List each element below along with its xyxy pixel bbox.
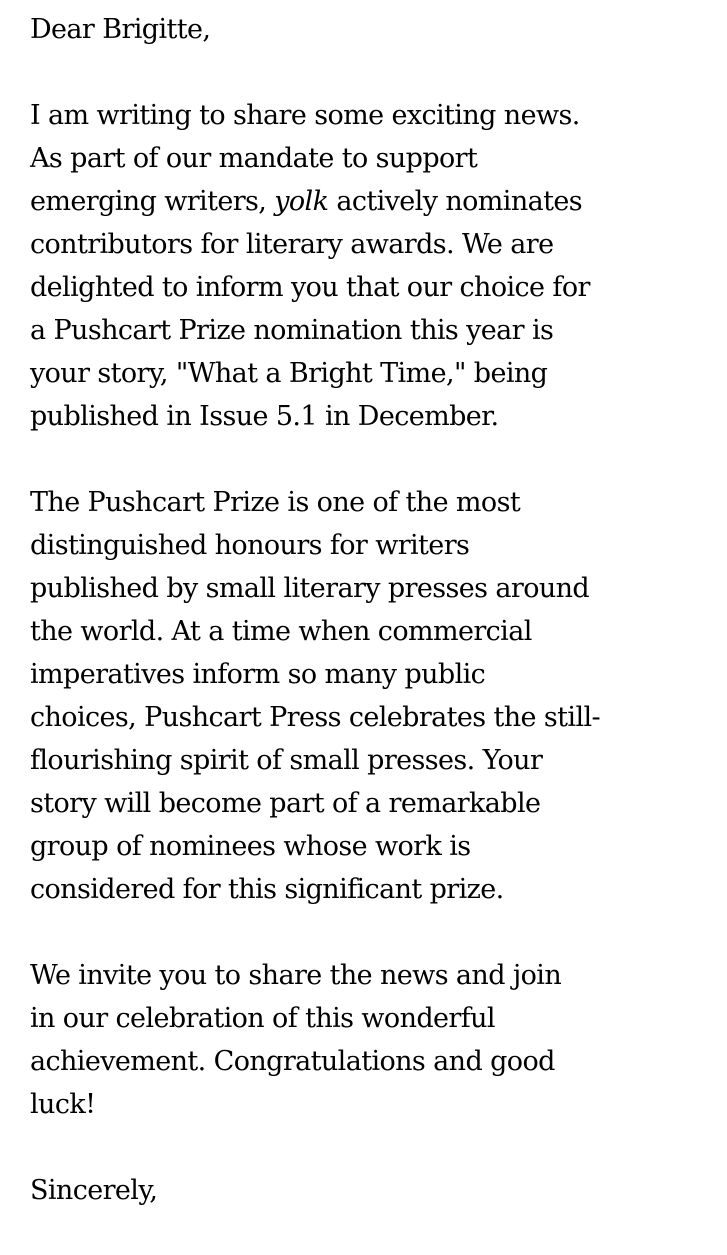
letter-line: contributors for literary awards. We are (30, 229, 554, 260)
letter-line: choices, Pushcart Press celebrates the still- (30, 702, 601, 733)
salutation (30, 8, 710, 51)
text-segment: actively nominates (328, 186, 583, 217)
letter-line: a Pushcart Prize nomination this year is (30, 315, 554, 346)
paragraph-prize-description (30, 481, 710, 911)
closing (30, 1169, 710, 1212)
letter-line: luck! (30, 1089, 96, 1120)
letter-line: As part of our mandate to support (30, 143, 478, 174)
letter-line: We invite you to share the news and join (30, 960, 562, 991)
letter-line: story will become part of a remarkable (30, 788, 541, 819)
letter-line: imperatives inform so many public (30, 659, 486, 690)
letter-line-with-italic (30, 180, 710, 223)
letter-line: distinguished honours for writers (30, 530, 470, 561)
text-segment: emerging writers, (30, 186, 275, 217)
letter-line: published by small literary presses around (30, 573, 590, 604)
letter-line: the world. At a time when commercial (30, 616, 532, 647)
letter-line: published in Issue 5.1 in December. (30, 401, 499, 432)
letter-line: in our celebration of this wonderful (30, 1003, 495, 1034)
paragraph-nomination (30, 94, 710, 438)
letter-line: delighted to inform you that our choice for (30, 272, 590, 303)
magazine-name: yolk (274, 186, 329, 217)
letter-body (30, 8, 710, 1255)
letter-line: Sincerely, (30, 1175, 158, 1206)
letter-line: The Pushcart Prize is one of the most (30, 487, 521, 518)
paragraph-invitation (30, 954, 710, 1126)
letter-line: I am writing to share some exciting news. (30, 100, 580, 131)
letter-line: flourishing spirit of small presses. Your (30, 745, 543, 776)
letter-line: your story, "What a Bright Time," being (30, 358, 548, 389)
letter-line: Dear Brigitte, (30, 14, 211, 45)
letter-line: group of nominees whose work is (30, 831, 471, 862)
letter-line: considered for this significant prize. (30, 874, 504, 905)
letter-line: achievement. Congratulations and good (30, 1046, 555, 1077)
